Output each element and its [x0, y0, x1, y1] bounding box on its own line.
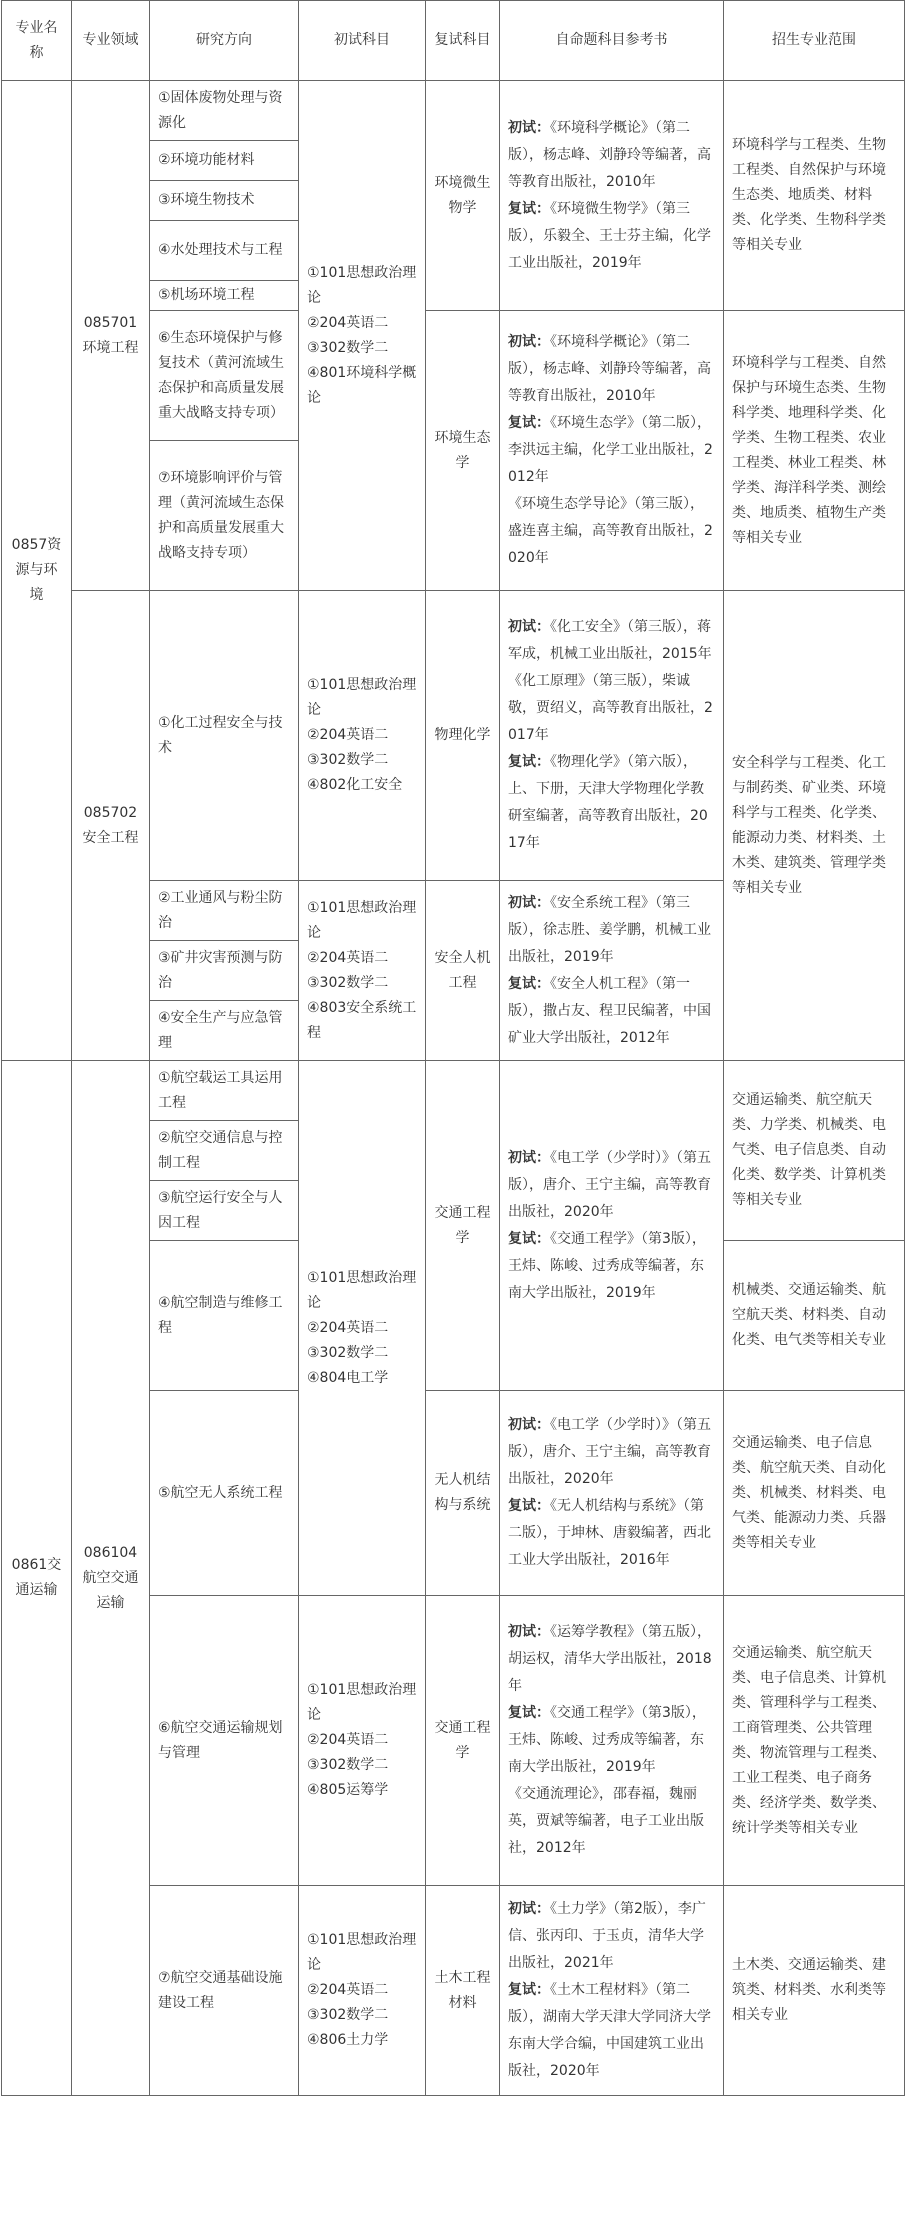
direction-cell: ⑥生态环境保护与修复技术（黄河流域生态保护和高质量发展重大战略支持专项） — [150, 311, 299, 441]
retest-cell: 环境微生物学 — [426, 81, 500, 311]
scope-cell: 交通运输类、航空航天类、力学类、机械类、电气类、电子信息类、自动化类、数学类、计算机类等相关专业 — [724, 1061, 905, 1241]
scope-cell: 交通运输类、电子信息类、航空航天类、自动化类、机械类、材料类、电气类、能源动力类、兵器类等相关专业 — [724, 1391, 905, 1596]
direction-cell: ②工业通风与粉尘防治 — [150, 881, 299, 941]
header-field: 专业领域 — [72, 1, 150, 81]
retest-cell: 环境生态学 — [426, 311, 500, 591]
direction-cell: ⑦环境影响评价与管理（黄河流域生态保护和高质量发展重大战略支持专项） — [150, 441, 299, 591]
book-cell: 初试：《电工学（少学时）》（第五版），唐介、王宁主编，高等教育出版社，2020年 复试：《交通工程学》（第3版），王炜、陈峻、过秀成等编著，东南大学出版社，2019年 — [500, 1061, 724, 1391]
header-scope: 招生专业范围 — [724, 1, 905, 81]
direction-cell: ①化工过程安全与技术 — [150, 591, 299, 881]
scope-cell: 环境科学与工程类、自然保护与环境生态类、生物科学类、地理科学类、化学类、生物工程类、农业工程类、林业工程类、林学类、海洋科学类、测绘类、地质类、植物生产类等相关专业 — [724, 311, 905, 591]
direction-cell: ②环境功能材料 — [150, 141, 299, 181]
scope-cell: 环境科学与工程类、生物工程类、自然保护与环境生态类、地质类、材料类、化学类、生物科学类等相关专业 — [724, 81, 905, 311]
retest-cell: 土木工程材料 — [426, 1886, 500, 2096]
exam-cell: ①101思想政治理论 ②204英语二 ③302数学二 ④802化工安全 — [299, 591, 426, 881]
book-cell: 初试：《电工学（少学时）》（第五版），唐介、王宁主编，高等教育出版社，2020年 复试：《无人机结构与系统》（第二版），于坤林、唐毅编著，西北工业大学出版社，2016年 — [500, 1391, 724, 1596]
field-cell: 085702安全工程 — [72, 591, 150, 1061]
direction-cell: ④航空制造与维修工程 — [150, 1241, 299, 1391]
book-cell: 初试：《环境科学概论》（第二版），杨志峰、刘静玲等编著，高等教育出版社，2010年 复试：《环境生态学》（第二版），李洪远主编，化学工业出版社，2012年 《环境生态学导论》（第三版），盛连喜主编，高等教育出版社，2020年 — [500, 311, 724, 591]
exam-cell: ①101思想政治理论 ②204英语二 ③302数学二 ④804电工学 — [299, 1061, 426, 1596]
book-cell: 初试：《运筹学教程》（第五版），胡运权，清华大学出版社，2018年 复试：《交通工程学》（第3版），王炜、陈峻、过秀成等编著，东南大学出版社，2019年 《交通流理论》，邵春福，魏丽英，贾斌等编著，电子工业出版社，2012年 — [500, 1596, 724, 1886]
field-cell: 086104航空交通运输 — [72, 1061, 150, 2096]
book-cell: 初试：《化工安全》（第三版），蒋军成，机械工业出版社，2015年 《化工原理》（第三版），柴诚敬，贾绍义，高等教育出版社，2017年 复试：《物理化学》（第六版），上、下册，天津大学物理化学教研室编著，高等教育出版社，2017年 — [500, 591, 724, 881]
header-retest: 复试科目 — [426, 1, 500, 81]
retest-cell: 物理化学 — [426, 591, 500, 881]
exam-cell: ①101思想政治理论 ②204英语二 ③302数学二 ④805运筹学 — [299, 1596, 426, 1886]
header-major: 专业名称 — [2, 1, 72, 81]
major-cell: 0861交通运输 — [2, 1061, 72, 2096]
exam-cell: ①101思想政治理论 ②204英语二 ③302数学二 ④806土力学 — [299, 1886, 426, 2096]
direction-cell: ①固体废物处理与资源化 — [150, 81, 299, 141]
book-cell: 初试：《安全系统工程》（第三版），徐志胜、姜学鹏，机械工业出版社，2019年 复试：《安全人机工程》（第一版），撒占友、程卫民编著，中国矿业大学出版社，2012年 — [500, 881, 724, 1061]
exam-cell: ①101思想政治理论 ②204英语二 ③302数学二 ④801环境科学概论 — [299, 81, 426, 591]
direction-cell: ①航空载运工具运用工程 — [150, 1061, 299, 1121]
retest-cell: 无人机结构与系统 — [426, 1391, 500, 1596]
retest-cell: 交通工程学 — [426, 1596, 500, 1886]
direction-cell: ⑥航空交通运输规划与管理 — [150, 1596, 299, 1886]
field-cell: 085701环境工程 — [72, 81, 150, 591]
direction-cell: ③矿井灾害预测与防治 — [150, 941, 299, 1001]
header-row — [2, 1, 905, 81]
book-cell: 初试：《环境科学概论》（第二版），杨志峰、刘静玲等编著，高等教育出版社，2010年 复试：《环境微生物学》（第三版），乐毅全、王士芬主编，化学工业出版社，2019年 — [500, 81, 724, 311]
header-books: 自命题科目参考书 — [500, 1, 724, 81]
scope-cell: 机械类、交通运输类、航空航天类、材料类、自动化类、电气类等相关专业 — [724, 1241, 905, 1391]
direction-cell: ⑤机场环境工程 — [150, 281, 299, 311]
direction-cell: ⑦航空交通基础设施建设工程 — [150, 1886, 299, 2096]
major-cell: 0857资源与环境 — [2, 81, 72, 1061]
header-exam: 初试科目 — [299, 1, 426, 81]
direction-cell: ③航空运行安全与人因工程 — [150, 1181, 299, 1241]
exam-cell: ①101思想政治理论 ②204英语二 ③302数学二 ④803安全系统工程 — [299, 881, 426, 1061]
scope-cell: 土木类、交通运输类、建筑类、材料类、水利类等相关专业 — [724, 1886, 905, 2096]
direction-cell: ④水处理技术与工程 — [150, 221, 299, 281]
direction-cell: ⑤航空无人系统工程 — [150, 1391, 299, 1596]
retest-cell: 安全人机工程 — [426, 881, 500, 1061]
book-cell: 初试：《土力学》（第2版），李广信、张丙印、于玉贞，清华大学出版社，2021年 复试：《土木工程材料》（第二版），湖南大学天津大学同济大学东南大学合编，中国建筑工业出版社，2020年 — [500, 1886, 724, 2096]
direction-cell: ②航空交通信息与控制工程 — [150, 1121, 299, 1181]
header-direction: 研究方向 — [150, 1, 299, 81]
scope-cell: 安全科学与工程类、化工与制药类、矿业类、环境科学与工程类、化学类、能源动力类、材料类、土木类、建筑类、管理学类等相关专业 — [724, 591, 905, 1061]
direction-cell: ④安全生产与应急管理 — [150, 1001, 299, 1061]
retest-cell: 交通工程学 — [426, 1061, 500, 1391]
admissions-table — [1, 0, 905, 2096]
scope-cell: 交通运输类、航空航天类、电子信息类、计算机类、管理科学与工程类、工商管理类、公共管理类、物流管理与工程类、工业工程类、电子商务类、经济学类、数学类、统计学类等相关专业 — [724, 1596, 905, 1886]
direction-cell: ③环境生物技术 — [150, 181, 299, 221]
